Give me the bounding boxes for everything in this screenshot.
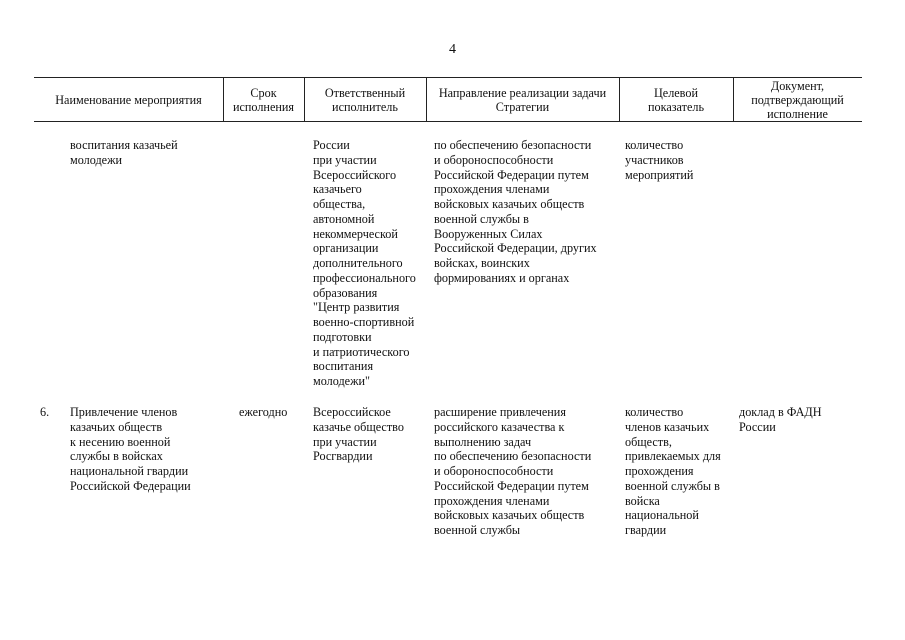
cell-line: по обеспечению безопасности [434, 138, 592, 152]
cell-line: войска [625, 493, 660, 508]
indicator-cell [625, 138, 693, 182]
header-bottom-rule [34, 121, 862, 122]
header-line: Ответственный [324, 85, 406, 100]
cell-line: и патриотического [313, 344, 410, 359]
header-line: Срок [250, 85, 277, 100]
cell-line: воспитания [313, 359, 374, 374]
cell-line: организации [313, 241, 379, 256]
cell-line: казачье общество [313, 419, 404, 434]
cell-line: Российской Федерации путем [434, 167, 589, 182]
cell-line: и обороноспособности [434, 464, 554, 478]
cell-line: доклад в ФАДН [739, 405, 822, 419]
cell-line: военной службы в [625, 478, 720, 493]
cell-line: прохождения членами [434, 182, 550, 197]
header-name-column [34, 78, 223, 121]
header-direction-column [426, 78, 619, 121]
page-number: 4 [449, 42, 456, 57]
header-indicator-column [619, 78, 733, 121]
cell-line: казачьего [313, 182, 362, 197]
cell-line: ежегодно [239, 405, 288, 419]
cell-line: службы в войсках [70, 449, 163, 464]
cell-line: прохождения членами [434, 493, 550, 508]
cell-line: количество [625, 138, 684, 152]
cell-line: мероприятий [625, 167, 694, 182]
cell-line: "Центр развития [313, 300, 400, 315]
cell-line: военно-спортивной [313, 315, 415, 329]
cell-line: Всероссийского [313, 167, 397, 182]
cell-line: и обороноспособности [434, 152, 554, 167]
cell-line: России [739, 419, 776, 434]
header-line: подтверждающий [751, 92, 844, 107]
cell-line: войсковых казачьих обществ [434, 508, 585, 523]
cell-line: молодежи [70, 152, 123, 167]
cell-line: образования [313, 285, 378, 300]
header-line: Стратегии [495, 99, 550, 114]
cell-line: воспитания казачьей [70, 138, 178, 152]
cell-line: гвардии [625, 523, 667, 537]
cell-line: национальной [625, 508, 699, 523]
header-executor-column [304, 78, 426, 121]
direction-cell [434, 405, 591, 538]
cell-line: членов казачьих [625, 419, 710, 434]
indicator-cell [625, 405, 721, 538]
cell-line: обществ, [625, 434, 672, 449]
cell-line: Вооруженных Силах [434, 226, 543, 241]
cell-line: 6. [40, 405, 50, 419]
header-line: Наименование мероприятия [55, 92, 202, 107]
header-line: Целевой [653, 85, 698, 100]
cell-line: общества, [313, 197, 366, 211]
cell-line: расширение привлечения [434, 405, 566, 419]
activity-name-cell [70, 405, 191, 494]
activity-name-cell [70, 138, 178, 168]
cell-line: войсковых казачьих обществ [434, 197, 585, 211]
cell-line: российского казачества к [434, 419, 565, 434]
cell-line: профессионального [313, 270, 416, 285]
cell-line: дополнительного [313, 256, 403, 270]
cell-line: прохождения [625, 464, 694, 478]
header-line: исполнения [232, 99, 295, 114]
cell-line: к несению военной [70, 434, 171, 449]
header-document-column [733, 78, 862, 121]
header-term-column [223, 78, 304, 121]
term-cell [239, 405, 287, 420]
cell-line: при участии [313, 152, 377, 167]
cell-line: выполнению задач [434, 434, 532, 449]
cell-line: привлекаемых для [625, 449, 721, 464]
cell-line: формированиях и органах [434, 270, 570, 285]
direction-cell [434, 138, 597, 286]
executor-cell [313, 138, 416, 389]
cell-line: Росгвардии [313, 449, 373, 464]
header-line: исполнитель [332, 99, 398, 114]
cell-line: по обеспечению безопасности [434, 449, 592, 464]
cell-line: войсках, воинских [434, 256, 530, 270]
cell-line: Привлечение членов [70, 405, 178, 419]
cell-line: России [313, 138, 350, 152]
header-line: Направление реализации задачи [438, 85, 607, 100]
cell-line: национальной гвардии [70, 464, 189, 478]
cell-line: молодежи" [313, 374, 370, 388]
cell-line: при участии [313, 434, 377, 449]
cell-line: военной службы [434, 523, 521, 537]
cell-line: военной службы в [434, 211, 529, 226]
header-line: показатель [647, 99, 705, 114]
cell-line: количество [625, 405, 684, 419]
document-cell [739, 405, 822, 435]
cell-line: Российской Федерации, других [434, 241, 597, 256]
header-line: исполнение [767, 106, 828, 121]
header-line: Документ, [770, 78, 825, 93]
row-number [40, 405, 49, 420]
cell-line: некоммерческой [313, 226, 398, 241]
cell-line: участников [625, 152, 684, 167]
cell-line: Российской Федерации [70, 478, 191, 493]
executor-cell [313, 405, 404, 464]
cell-line: подготовки [313, 329, 372, 344]
cell-line: Всероссийское [313, 405, 391, 419]
cell-line: Российской Федерации путем [434, 478, 589, 493]
cell-line: казачьих обществ [70, 419, 163, 434]
cell-line: автономной [313, 211, 375, 226]
